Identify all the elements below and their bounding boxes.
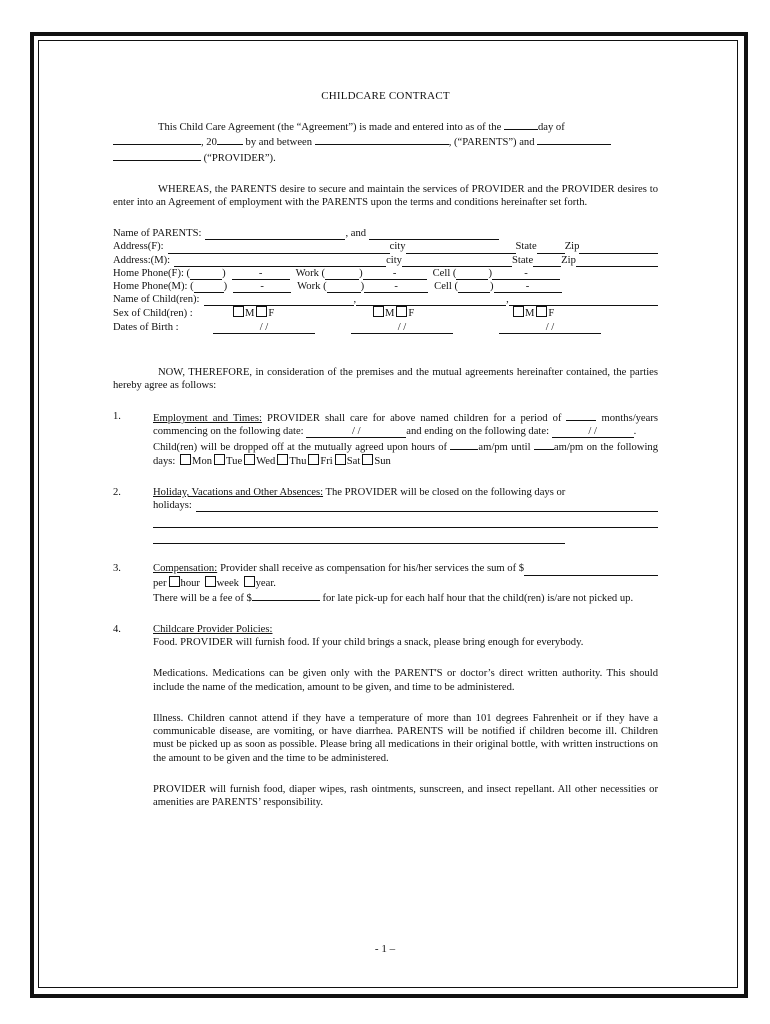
day-sun-checkbox[interactable]: [362, 454, 373, 465]
child3-male-checkbox[interactable]: [513, 306, 524, 317]
child2-dob[interactable]: / /: [351, 322, 453, 334]
child1-male-checkbox[interactable]: [233, 306, 244, 317]
address-f-field[interactable]: [168, 243, 390, 254]
day-mon-checkbox[interactable]: [180, 454, 191, 465]
field-label: Home Phone(F): (: [113, 267, 191, 279]
home-phone-f-row: [113, 267, 658, 280]
checkbox-label: F: [408, 308, 415, 320]
checkbox-label: year.: [255, 577, 276, 589]
home-m-area[interactable]: [194, 282, 224, 293]
dash-text: -: [392, 268, 397, 280]
holidays-line-3[interactable]: [153, 530, 565, 544]
child3-female-checkbox[interactable]: [536, 306, 547, 317]
field-label: State: [511, 254, 534, 266]
section-number: 2.: [113, 487, 121, 499]
day-label: Sat: [346, 455, 361, 467]
child1-female-checkbox[interactable]: [256, 306, 267, 317]
year-field[interactable]: [217, 134, 243, 145]
section-3: [113, 562, 658, 605]
cell-m-number[interactable]: [494, 282, 562, 293]
dropoff-time-field[interactable]: [450, 439, 478, 450]
address-m-field[interactable]: [174, 256, 386, 267]
page-number: - 1 –: [374, 943, 396, 955]
date-slashes: / /: [588, 426, 597, 438]
section-heading: Holiday, Vacations and Other Absences:: [153, 487, 324, 499]
now-therefore-paragraph: NOW, THEREFORE, in consideration of the premises and the mutual agreements hereinafter contained, the parties hereby agree as follows:: [113, 366, 658, 392]
day-sat-checkbox[interactable]: [335, 454, 346, 465]
policy-food: Food. PROVIDER will furnish food. If your child brings a snack, please bring enough for everybody.: [153, 637, 584, 649]
per-week-checkbox[interactable]: [205, 576, 216, 587]
section-text: Provider shall receive as compensation for his/her services the sum of $: [220, 563, 525, 575]
policy-illness: Illness. Children cannot attend if they have a temperature of more than 101 degrees Fahrenheit or if they have a communicable disease, are vomiting, or have diarrhea. PARENTS will be notified if children become ill. Children must be picked up as soon as possible. Please bring all medications in their original bottle, with written instructions on the amount to be given and the time to be administered.: [153, 712, 658, 764]
parent-name-2[interactable]: [369, 229, 499, 240]
work-m-number[interactable]: [364, 282, 428, 293]
address-f-row: [113, 240, 658, 253]
child-name-2[interactable]: [353, 294, 506, 306]
per-year-checkbox[interactable]: [244, 576, 255, 587]
field-label: Address(F):: [113, 241, 164, 253]
day-label: Mon: [192, 455, 213, 467]
dash-text: -: [524, 268, 528, 280]
home-m-number[interactable]: [233, 282, 291, 293]
dash-text: -: [258, 268, 263, 280]
date-slashes: / /: [352, 426, 361, 438]
field-label: Address:(M):: [113, 254, 171, 266]
section-text: There will be a fee of $: [153, 592, 252, 604]
day-label: Wed: [256, 455, 276, 467]
child2-female-checkbox[interactable]: [396, 306, 407, 317]
parents-row: [113, 227, 658, 240]
period-field[interactable]: [566, 410, 596, 421]
city-m-field[interactable]: [402, 256, 512, 267]
section-heading: Childcare Provider Policies:: [153, 624, 273, 636]
dob-row: [113, 321, 658, 334]
checkbox-label: F: [548, 308, 555, 320]
field-label: Name of Child(ren):: [113, 294, 200, 306]
field-label: Zip: [564, 241, 580, 253]
field-label: Cell (: [432, 267, 457, 279]
field-label: Work (: [295, 267, 326, 279]
section-4: [113, 623, 658, 809]
month-field[interactable]: [113, 134, 201, 145]
field-label: ,: [506, 294, 509, 306]
checkbox-label: F: [268, 308, 275, 320]
intro-text: by and between: [245, 137, 313, 149]
parents-field[interactable]: [315, 134, 449, 145]
section-text: and ending on the following: [406, 426, 526, 438]
dash-text: -: [260, 281, 264, 293]
section-text: for late pick-up for each half hour that the child(ren) is/are not picked up.: [322, 592, 634, 604]
section-text: per: [153, 577, 167, 589]
checkbox-label: hour: [180, 577, 200, 589]
section-text: date:: [528, 426, 550, 438]
field-label: Dates of Birth :: [113, 321, 179, 333]
checkbox-label: week: [216, 577, 239, 589]
zip-f-field[interactable]: [579, 243, 658, 254]
day-tue-checkbox[interactable]: [214, 454, 225, 465]
field-label: Zip: [561, 254, 576, 266]
section-text: am/pm until: [478, 441, 531, 453]
field-label: Cell (: [434, 281, 458, 293]
start-date-field[interactable]: [306, 427, 406, 438]
child3-dob[interactable]: / /: [499, 322, 601, 334]
work-f-number[interactable]: [363, 269, 427, 280]
day-field[interactable]: [504, 119, 538, 130]
late-fee-field[interactable]: [252, 590, 320, 601]
intro-text: This Child Care Agreement (the “Agreement”) is made and entered into as of the: [158, 122, 502, 134]
section-text: holidays:: [153, 500, 192, 512]
section-number: 1.: [113, 411, 121, 423]
intro-paragraph: [113, 119, 658, 165]
day-label: Tue: [226, 455, 243, 467]
field-label: ): [489, 281, 494, 293]
day-label: Sun: [374, 455, 391, 467]
field-label: ,: [353, 294, 357, 306]
section-text: Child(ren) will be dropped off at the mutually agreed upon hours of: [153, 441, 448, 453]
pickup-time-field[interactable]: [534, 439, 554, 450]
day-fri-checkbox[interactable]: [308, 454, 319, 465]
field-label: Work (: [297, 281, 327, 293]
section-2: [113, 486, 658, 544]
dash-text: -: [394, 281, 398, 293]
field-label: ): [222, 267, 226, 279]
home-f-area[interactable]: [190, 269, 222, 280]
field-label: city: [389, 241, 406, 253]
section-number: 4.: [113, 624, 121, 636]
parent-name-1[interactable]: [205, 229, 345, 240]
field-label: Sex of Child(ren) :: [113, 307, 193, 319]
provider-field-2[interactable]: [113, 150, 201, 161]
field-label: ): [223, 281, 228, 293]
whereas-paragraph: WHEREAS, the PARENTS desire to secure and maintain the services of PROVIDER and the PROVIDER desires to enter into an Agreement of employment with the PARENTS upon the terms and conditions hereinafter set forth.: [113, 183, 658, 209]
child-names-row: [113, 293, 658, 306]
intro-text: day of: [537, 122, 565, 134]
day-wed-checkbox[interactable]: [244, 454, 255, 465]
city-f-field[interactable]: [406, 243, 516, 254]
section-text: The PROVIDER will be closed on the following days or: [325, 487, 566, 499]
day-label: Thu: [289, 455, 307, 467]
sex-row: [113, 306, 658, 320]
child1-dob[interactable]: / /: [213, 322, 315, 334]
field-label: ): [360, 281, 365, 293]
section-heading: Employment and Times:: [153, 413, 262, 425]
cell-f-area[interactable]: [456, 269, 488, 280]
checkbox-label: M: [385, 308, 395, 320]
dash-text: -: [525, 281, 530, 293]
home-phone-m-row: [113, 280, 658, 293]
section-text: months/years commencing on the following date:: [153, 413, 658, 438]
field-label: , and: [345, 228, 367, 240]
field-label: Name of PARENTS:: [113, 228, 202, 240]
home-f-number[interactable]: [232, 269, 290, 280]
section-text: am/pm on the following days:: [153, 441, 658, 467]
checkbox-label: M: [525, 308, 535, 320]
compensation-amount-field[interactable]: [524, 565, 658, 576]
cell-m-area[interactable]: [458, 282, 490, 293]
section-text: PROVIDER shall care for above named children for a period of: [266, 413, 562, 425]
state-f-field[interactable]: [537, 243, 565, 254]
work-m-area[interactable]: [327, 282, 361, 293]
field-label: ): [359, 267, 363, 279]
section-heading: Compensation:: [153, 563, 218, 575]
per-hour-checkbox[interactable]: [169, 576, 180, 587]
policy-supplies: PROVIDER will furnish food, diaper wipes, rash ointments, sunscreen, and insect repellant. All other necessities or amenities are PARENTS’ responsibility.: [153, 783, 658, 808]
checkbox-label: M: [245, 308, 255, 320]
field-label: city: [386, 254, 402, 266]
intro-text: , 20: [201, 137, 217, 149]
policy-medications: Medications. Medications can be given only with the PARENT'S or doctor’s direct written authority. This should include the name of the medication, amount to be given, and time to be administered.: [153, 668, 658, 693]
field-label: ): [488, 267, 492, 279]
field-label: State: [515, 241, 537, 253]
child-name-1[interactable]: [204, 295, 354, 306]
provider-field[interactable]: [537, 134, 611, 145]
holidays-line-1[interactable]: [196, 501, 658, 512]
day-label: Fri: [320, 455, 333, 467]
end-date-field[interactable]: [552, 427, 634, 438]
day-thu-checkbox[interactable]: [277, 454, 288, 465]
field-label: Home Phone(M): (: [113, 281, 194, 293]
intro-text: , (“PARENTS”) and: [448, 137, 535, 149]
document-title: CHILDCARE CONTRACT: [321, 90, 450, 102]
zip-m-field[interactable]: [576, 256, 658, 267]
section-1: 1. Employment and Times: PROVIDER shall care for above named children for a period of months/years commencing on the following date: / / and ending on the following date: / / . Child(ren) will be dropped off at the mutually agreed upon hours of am/pm until am/pm on the following days: Mon Tue Wed Thu Fri Sat Sun: [113, 411, 658, 467]
state-m-field[interactable]: [533, 256, 561, 267]
work-f-area[interactable]: [325, 269, 359, 280]
section-number: 3.: [113, 563, 121, 575]
intro-text: (“PROVIDER”).: [203, 152, 276, 164]
holidays-line-2[interactable]: [153, 514, 658, 528]
address-m-row: [113, 254, 658, 267]
child-name-3[interactable]: [509, 295, 658, 306]
contract-page: [113, 90, 658, 809]
child2-male-checkbox[interactable]: [373, 306, 384, 317]
cell-f-number[interactable]: [492, 269, 560, 280]
